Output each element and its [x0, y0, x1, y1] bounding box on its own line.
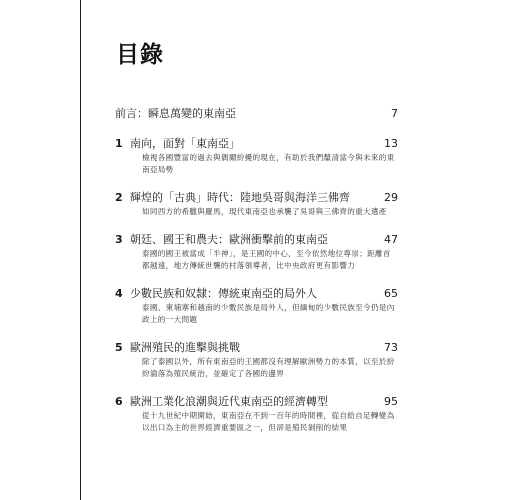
chapter-title: 歐洲殖民的進擊與挑戰 [130, 341, 240, 354]
chapter-title: 輝煌的「古典」時代：陸地吳哥與海洋三佛齊 [130, 191, 350, 204]
toc-entry-chapter-4 [112, 286, 398, 326]
chapter-number: 2 [115, 191, 123, 204]
chapter-description: 檢視各國豐富的過去與偶爾紛擾的現在，有助於我們釐清當今與未來的東南亞局勢 [142, 153, 395, 174]
chapter-title: 南向，面對「東南亞」 [130, 137, 240, 150]
chapter-description: 如同西方的希臘與羅馬，現代東南亞也承襲了吳哥與三佛齊的重大遺產 [142, 207, 387, 216]
chapter-description: 泰國的國王被當成「半神」，是王國的中心，至今依然地位尊崇；距離首都越遠，地方傳統世襲的村落領導者，比中央政府更有影響力 [142, 249, 391, 270]
chapter-number: 5 [115, 341, 123, 354]
toc-entry-chapter-5 [112, 340, 398, 380]
chapter-page: 73 [384, 341, 398, 354]
toc-entry-title: 前言：瞬息萬變的東南亞 [115, 107, 236, 120]
chapter-number: 1 [115, 137, 123, 150]
chapter-title: 朝廷、國王和農夫：歐洲衝擊前的東南亞 [130, 233, 328, 246]
chapter-page: 47 [384, 233, 398, 246]
chapter-number: 4 [115, 287, 123, 300]
chapter-number: 6 [115, 395, 123, 408]
table-of-contents [112, 106, 398, 434]
chapter-number: 3 [115, 233, 123, 246]
chapter-page: 65 [384, 287, 398, 300]
toc-entry-preface [112, 106, 398, 122]
chapter-title: 歐洲工業化浪潮與近代東南亞的經濟轉型 [130, 395, 328, 408]
toc-entry-chapter-2 [112, 190, 398, 218]
chapter-description: 除了泰國以外，所有東南亞的王國都沒有理解歐洲勢力的本質，以至於紛紛淪落為殖民統治，並確定了各國的邊界 [142, 357, 395, 378]
toc-entry-chapter-6 [112, 394, 398, 434]
chapter-description: 泰國、柬埔寨和越南的少數民族是局外人，但緬甸的少數民族至今仍是內政上的一大問題 [142, 303, 395, 324]
page-title: 目錄 [116, 42, 164, 68]
page-edge-line [80, 0, 81, 500]
chapter-page: 13 [384, 137, 398, 150]
chapter-description: 從十九世紀中期開始，東南亞在不到一百年的時間裡，從自給自足轉變為以出口為主的世界經濟重要區之一，但卻是殖民剝削的結果 [142, 411, 395, 432]
chapter-page: 95 [384, 395, 398, 408]
chapter-page: 29 [384, 191, 398, 204]
toc-entry-chapter-3 [112, 232, 398, 272]
toc-entry-chapter-1 [112, 136, 398, 176]
toc-entry-page: 7 [391, 107, 398, 120]
chapter-title: 少數民族和奴隸：傳統東南亞的局外人 [130, 287, 317, 300]
